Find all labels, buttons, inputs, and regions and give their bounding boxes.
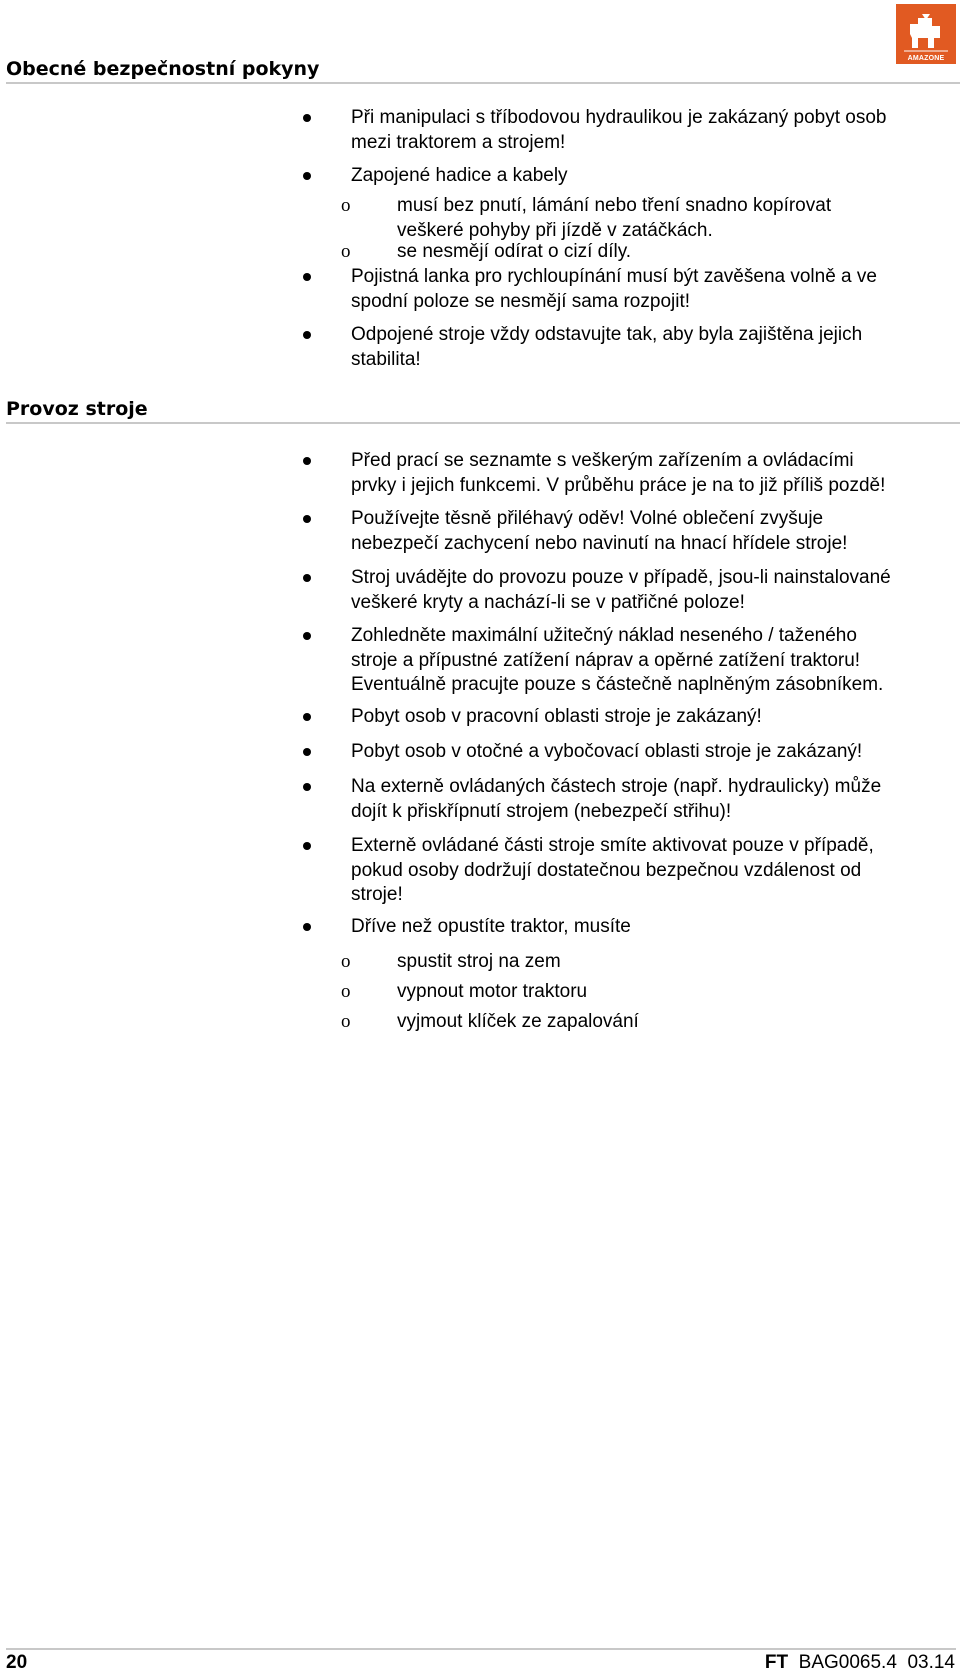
- sub-item-text: vyjmout klíček ze zapalování: [397, 1011, 639, 1032]
- sub-item-text: vypnout motor traktoru: [397, 981, 588, 1002]
- list-item-text: Odpojené stroje vždy odstavujte tak, aby byla zajištěna jejich stabilita!: [351, 324, 863, 370]
- section-title-operation: Provoz stroje: [6, 398, 148, 420]
- bullet-icon: [303, 114, 311, 122]
- sub-item-text: musí bez pnutí, lámání nebo tření snadno kopírovat veškeré pohyby při jízdě v zatáčkách.: [397, 195, 832, 241]
- list-item-text: Na externě ovládaných částech stroje (např. hydraulicky) může dojít k přiskřípnutí strojem (nebezpečí střihu)!: [351, 776, 882, 822]
- doc-prefix: FT: [764, 1652, 789, 1673]
- circle-marker-icon: o: [341, 241, 351, 262]
- list-item-text: Stroj uvádějte do provozu pouze v případě, jsou-li nainstalované veškeré kryty a nachází-li se v patřičné poloze!: [351, 567, 891, 613]
- bullet-icon: [303, 713, 311, 721]
- sub-item-text: se nesmějí odírat o cizí díly.: [397, 241, 632, 262]
- bullet-icon: [303, 515, 311, 523]
- footer-divider: [6, 1648, 956, 1650]
- list-item-text: Externě ovládané části stroje smíte aktivovat pouze v případě, pokud osoby dodržují dostatečnou bezpečnou vzdálenost od stroje!: [351, 835, 874, 905]
- list-item-text: Při manipulaci s tříbodovou hydraulikou je zakázaný pobyt osob mezi traktorem a strojem!: [351, 107, 887, 153]
- circle-marker-icon: o: [341, 981, 351, 1002]
- bullet-icon: [303, 748, 311, 756]
- list-item-text: Pobyt osob v pracovní oblasti stroje je zakázaný!: [351, 706, 762, 727]
- amazone-logo: [896, 4, 956, 64]
- bullet-icon: [303, 273, 311, 281]
- header-divider: [6, 82, 960, 84]
- list-item-text: Dříve než opustíte traktor, musíte: [351, 916, 631, 937]
- page-number: 20: [6, 1652, 28, 1673]
- circle-marker-icon: o: [341, 195, 351, 216]
- section-title-safety: Obecné bezpečnostní pokyny: [6, 58, 320, 80]
- bullet-icon: [303, 783, 311, 791]
- circle-marker-icon: o: [341, 1011, 351, 1032]
- bullet-icon: [303, 574, 311, 582]
- document-code: [765, 1652, 955, 1674]
- logo-text: AMAZONE: [907, 55, 945, 62]
- bullet-icon: [303, 457, 311, 465]
- bullet-icon: [303, 632, 311, 640]
- list-item-text: Pobyt osob v otočné a vybočovací oblasti stroje je zakázaný!: [351, 741, 863, 762]
- circle-marker-icon: o: [341, 951, 351, 972]
- list-item-text: Před prací se seznamte s veškerým zařízením a ovládacími prvky i jejich funkcemi. V průběhu práce je na to již příliš pozdě!: [351, 450, 886, 496]
- list-item-text: Pojistná lanka pro rychloupínání musí být zavěšena volně a ve spodní poloze se nesmějí sama rozpojit!: [351, 266, 877, 312]
- bullet-icon: [303, 842, 311, 850]
- list-item-text: Zohledněte maximální užitečný náklad neseného / taženého stroje a přípustné zatížení náprav a opěrné zatížení traktoru! Eventuálně pracujte pouze s částečně naplněným zásobníkem.: [351, 625, 884, 695]
- doc-code-text: BAG0065.4 03.14: [798, 1652, 955, 1673]
- bullet-icon: [303, 923, 311, 931]
- sub-item-text: spustit stroj na zem: [397, 951, 561, 972]
- bullet-icon: [303, 172, 311, 180]
- bullet-icon: [303, 331, 311, 339]
- list-item-text: Zapojené hadice a kabely: [351, 165, 568, 186]
- section-divider: [6, 422, 960, 424]
- list-item-text: Používejte těsně přiléhavý oděv! Volné oblečení zvyšuje nebezpečí zachycení nebo navinutí na hnací hřídele stroje!: [351, 508, 848, 554]
